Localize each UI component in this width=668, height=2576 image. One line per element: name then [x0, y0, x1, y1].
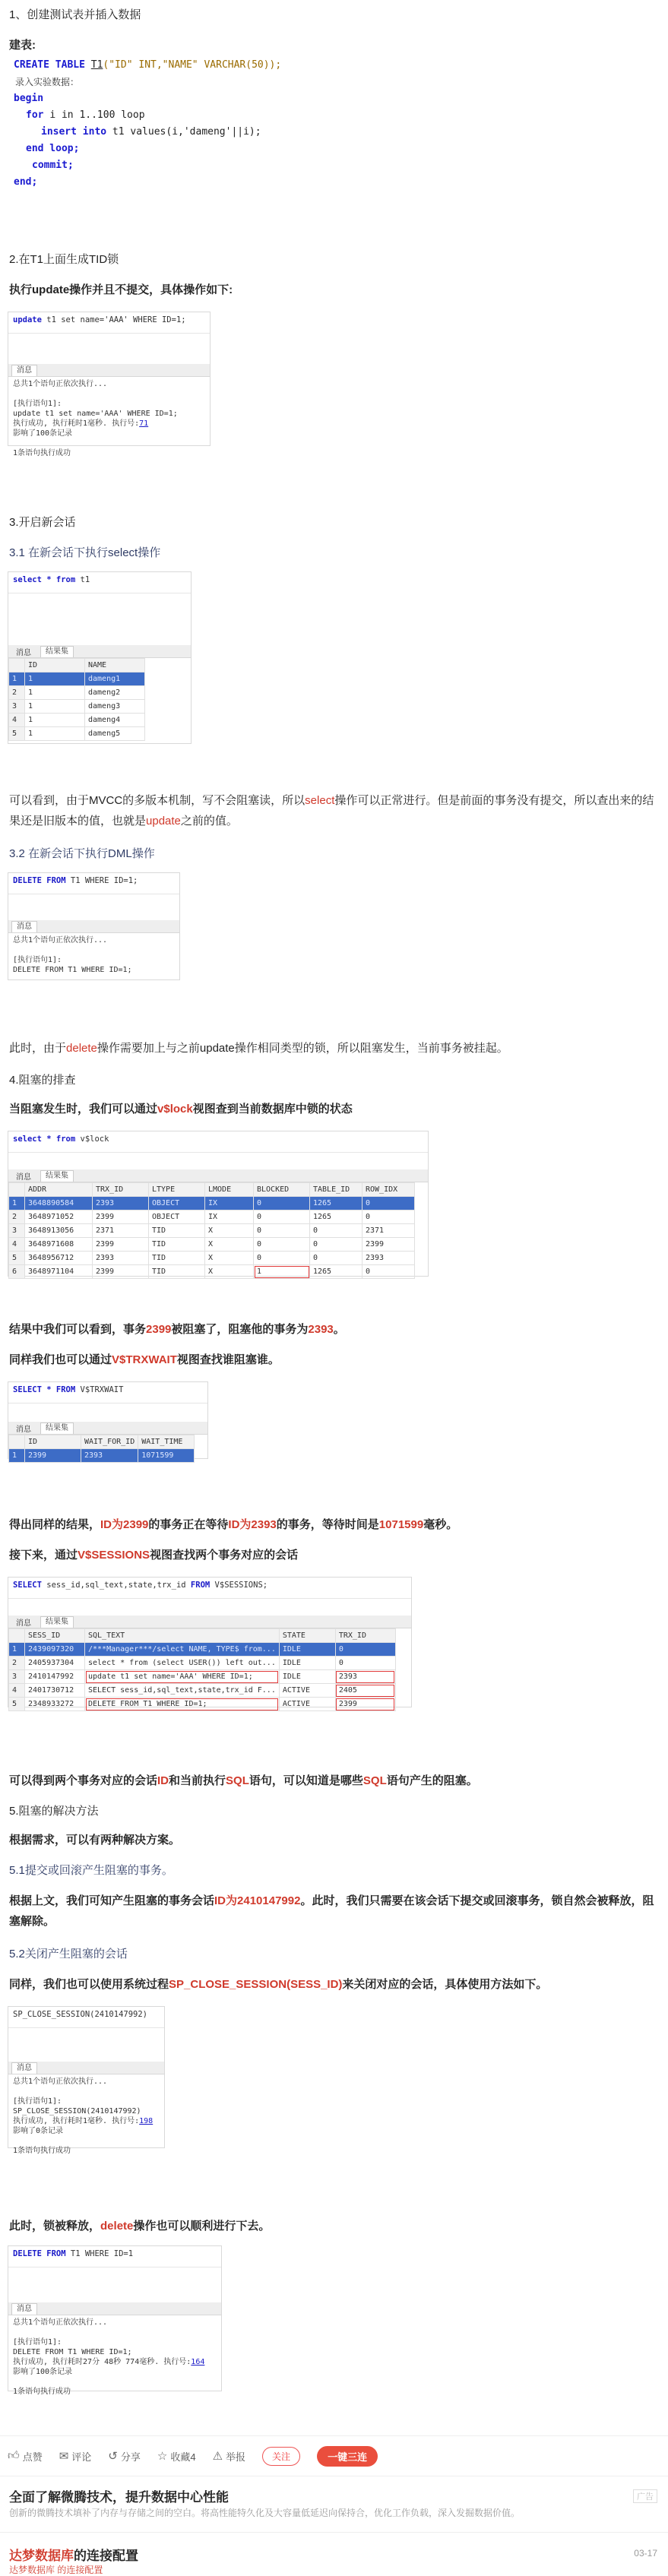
- code-commit: commit;: [32, 160, 74, 171]
- editor-text[interactable]: T1 WHERE ID=1;: [70, 876, 138, 885]
- msg-line: 影响了100条记录: [13, 2368, 73, 2376]
- heading-create-table: 1、创建测试表并插入数据: [9, 8, 141, 21]
- paragraph-session-ids: 可以得到两个事务对应的会话ID和当前执行SQL语句，可以知道是哪些SQL语句产生的阻塞。: [9, 1774, 478, 1787]
- screenshot-update: [8, 312, 211, 457]
- column-header[interactable]: WAIT_FOR_ID: [81, 1435, 138, 1449]
- paragraph-wait-result: 得出同样的结果，ID为2399的事务正在等待ID为2393的事务，等待时间是1071599毫秒。: [9, 1518, 458, 1531]
- msg-line: [执行语句1]:: [13, 2338, 62, 2347]
- like-button[interactable]: 👍︎ 点赞: [8, 2449, 43, 2463]
- editor-keyword: DELETE FROM: [13, 876, 66, 885]
- screenshot-delete: [8, 872, 180, 980]
- editor-keyword: select * from: [13, 1135, 76, 1144]
- screenshot-sessions: [8, 1577, 412, 1707]
- code-begin: begin: [14, 93, 44, 104]
- msg-line: 总共1个语句正依次执行...: [13, 2078, 108, 2086]
- related-article-title[interactable]: 达梦数据库的连接配置: [9, 2549, 138, 2563]
- msg-line: 执行成功, 执行耗时1毫秒. 执行号:: [13, 419, 140, 428]
- table-row[interactable]: 3 2410147992 update t1 set name='AAA' WHERE ID=1; IDLE 2393: [9, 1670, 396, 1684]
- table-row[interactable]: 1 2439097320 /***Manager***/select NAME, TYPE$ from... IDLE 0: [9, 1643, 396, 1657]
- msg-line: 1条语句执行成功: [13, 2388, 71, 2396]
- msg-line: 总共1个语句正依次执行...: [13, 2318, 108, 2327]
- column-header[interactable]: WAIT_TIME: [138, 1435, 195, 1449]
- editor-text[interactable]: v$lock: [80, 1135, 109, 1144]
- blocked-cell-highlight: 1: [254, 1265, 310, 1279]
- lock-results-table: [8, 1182, 415, 1279]
- msg-line: update t1 set name='AAA' WHERE ID=1;: [13, 410, 178, 418]
- msg-line: 执行成功, 执行耗时1毫秒. 执行号:: [13, 2117, 140, 2125]
- tab-messages[interactable]: 消息: [11, 365, 37, 376]
- editor-text[interactable]: V$TRXWAIT: [80, 1385, 124, 1394]
- paragraph-mvcc: 可以看到，由于MVCC的多版本机制，写不会阻塞读，所以select操作可以正常进行。但是前面的事务没有提交，所以查出来的结果还是旧版本的值，也就是update之前的值。: [9, 794, 654, 828]
- column-header[interactable]: SQL_TEXT: [85, 1629, 280, 1643]
- table-row[interactable]: 2 2405937304 select * from (select USER()) left out... IDLE 0: [9, 1657, 396, 1670]
- paragraph-two-solutions: 根据需求，可以有两种解决方案。: [9, 1834, 181, 1847]
- tab-messages[interactable]: 消息: [16, 1172, 31, 1182]
- comment-button[interactable]: ✉ 评论: [59, 2450, 92, 2463]
- code-comment: 录入实验数据：: [15, 77, 80, 87]
- screenshot-close-session: [8, 2006, 165, 2155]
- table-row[interactable]: 1 3648890584 2393 OBJECT IX 0 1265 0: [9, 1197, 415, 1210]
- table-row[interactable]: 1 2399 2393 1071599: [9, 1449, 195, 1463]
- row-number-header: [9, 1435, 25, 1449]
- trxwait-results-table: [8, 1435, 195, 1463]
- blocking-trx-highlight: 2393: [335, 1670, 395, 1684]
- editor-text[interactable]: t1: [80, 575, 90, 584]
- promo-title[interactable]: 全面了解微腾技术，提升数据中心性能: [9, 2490, 229, 2505]
- table-row[interactable]: 4 2401730712 SELECT sess_id,sql_text,state,trx_id F... ACTIVE 2405: [9, 1684, 396, 1698]
- paragraph-update: 执行update操作并且不提交，具体操作如下:: [9, 283, 233, 296]
- row-number-header: [9, 1183, 25, 1197]
- comment-icon: ✉: [59, 2450, 69, 2463]
- msg-line: 总共1个语句正依次执行...: [13, 936, 108, 945]
- paragraph-trxwait: 同样我们也可以通过V$TRXWAIT视图查找谁阻塞谁。: [9, 1353, 280, 1366]
- screenshot-delete-success: [8, 2245, 222, 2396]
- editor-text[interactable]: SP_CLOSE_SESSION(2410147992): [13, 2010, 148, 2019]
- share-icon: ↺: [108, 2450, 118, 2463]
- msg-line: 影响了0条记录: [13, 2127, 64, 2135]
- table-row[interactable]: 5 2348933272 DELETE FROM T1 WHERE ID=1; ACTIVE 2399: [9, 1698, 396, 1711]
- paragraph-blocked: 此时，由于delete操作需要加上与之前update操作相同类型的锁，所以阻塞发生，当前事务被挂起。: [9, 1042, 508, 1055]
- msg-line: [执行语句1]:: [13, 400, 62, 408]
- paragraph-blocked-trx: 结果中我们可以看到，事务2399被阻塞了，阻塞他的事务为2393。: [9, 1323, 345, 1336]
- footer-divider: [0, 2435, 668, 2436]
- msg-line: SP_CLOSE_SESSION(2410147992): [13, 2107, 141, 2116]
- msg-line: 1条语句执行成功: [13, 449, 71, 457]
- related-article-date: 03-17: [634, 2548, 657, 2559]
- column-header[interactable]: ID: [25, 1435, 81, 1449]
- table-row[interactable]: 3 3648913056 2371 TID X 0 0 2371: [9, 1224, 415, 1238]
- msg-line: 总共1个语句正依次执行...: [13, 380, 108, 388]
- tab-messages[interactable]: 消息: [11, 921, 37, 932]
- tab-messages[interactable]: 消息: [16, 1619, 31, 1628]
- table-row[interactable]: 4 3648971608 2399 TID X 0 0 2399: [9, 1238, 415, 1252]
- related-divider: [0, 2532, 668, 2533]
- editor-text[interactable]: sess_id,sql_text,state,trx_id: [46, 1581, 186, 1590]
- tab-results[interactable]: 结果集: [40, 1616, 74, 1628]
- code-table-name: T1: [90, 59, 103, 71]
- table-row[interactable]: 4 1 dameng4: [9, 714, 145, 727]
- editor-keyword: DELETE FROM: [13, 2249, 66, 2258]
- column-header[interactable]: SESS_ID: [25, 1629, 85, 1643]
- heading-commit-rollback: 5.1提交或回滚产生阻塞的事务。: [9, 1864, 173, 1877]
- screenshot-vlock: [8, 1131, 429, 1277]
- msg-line: DELETE FROM T1 WHERE ID=1;: [13, 966, 132, 974]
- promo-description: 创新的微腾技术填补了内存与存储之间的空白。将高性能特久化及大容量低延迟向保持合，优化工作负载，深入发掘数据价值。: [9, 2508, 521, 2518]
- column-header[interactable]: TRX_ID: [335, 1629, 395, 1643]
- code-keyword: CREATE TABLE: [14, 59, 85, 71]
- paragraph-vlock: 当阻塞发生时，我们可以通过v$lock视图查到当前数据库中锁的状态: [9, 1103, 353, 1116]
- exec-number-link[interactable]: 198: [139, 2117, 154, 2125]
- code-values: t1 values(i,'dameng'||i);: [112, 126, 261, 138]
- heading-new-session: 3.开启新会话: [9, 516, 76, 529]
- msg-line: [执行语句1]:: [13, 2097, 62, 2106]
- code-block-create: [14, 57, 333, 209]
- code-end-loop: end loop;: [26, 143, 80, 154]
- screenshot-select: [8, 571, 192, 744]
- editor-keyword: select * from: [13, 575, 76, 584]
- tab-results[interactable]: 结果集: [40, 646, 74, 657]
- code-columns: ("ID" INT,"NAME" VARCHAR(50));: [103, 59, 282, 71]
- table-row[interactable]: 1 1 dameng1: [9, 672, 145, 686]
- heading-select: 3.1 在新会话下执行select操作: [9, 546, 161, 559]
- msg-line: 执行成功, 执行耗时27分 48秒 774毫秒. 执行号:: [13, 2358, 192, 2366]
- tab-results[interactable]: 结果集: [40, 1422, 74, 1434]
- msg-line: [执行语句1]:: [13, 956, 62, 964]
- paragraph-sp-close: 同样，我们也可以使用系统过程SP_CLOSE_SESSION(SESS_ID)来关闭对应的会话，具体使用方法如下。: [9, 1978, 548, 1991]
- results-table: [8, 658, 145, 741]
- blocked-sql-highlight: DELETE FROM T1 WHERE ID=1;: [85, 1698, 280, 1711]
- column-header[interactable]: STATE: [279, 1629, 335, 1643]
- blocking-sql-highlight: update t1 set name='AAA' WHERE ID=1;: [85, 1670, 280, 1684]
- editor-keyword: SELECT: [13, 1581, 42, 1590]
- table-row[interactable]: 3 1 dameng3: [9, 700, 145, 714]
- favorite-button[interactable]: ☆ 收藏4: [157, 2450, 196, 2463]
- paragraph-release-lock: 根据上文，我们可知产生阻塞的事务会话ID为2410147992。此时，我们只需要在该会话下提交或回滚事务，锁自然会被释放，阻塞解除。: [9, 1894, 654, 1928]
- triple-action-button[interactable]: 一键三连: [317, 2446, 378, 2467]
- editor-keyword: update: [13, 315, 42, 324]
- table-row[interactable]: 5 3648956712 2393 TID X 0 0 2393: [9, 1252, 415, 1265]
- heading-close-session: 5.2关闭产生阻塞的会话: [9, 1948, 128, 1960]
- row-number-header: [9, 1629, 25, 1643]
- article-actions-bar: [8, 2445, 661, 2467]
- create-label: 建表:: [9, 39, 36, 52]
- column-header[interactable]: ROW_IDX: [362, 1183, 415, 1197]
- tab-messages[interactable]: 消息: [11, 2062, 37, 2074]
- msg-line: 1条语句执行成功: [13, 2147, 71, 2155]
- thumbs-up-icon: 👍︎: [8, 2449, 20, 2462]
- tab-messages[interactable]: 消息: [11, 2303, 37, 2315]
- screenshot-trxwait: [8, 1381, 208, 1459]
- code-loop: i in 1..100 loop: [49, 109, 145, 121]
- exec-number-link[interactable]: 71: [139, 419, 149, 428]
- exec-number-link[interactable]: 164: [191, 2358, 205, 2366]
- code-end: end;: [14, 176, 38, 188]
- heading-troubleshoot: 4.阻塞的排查: [9, 1074, 76, 1087]
- column-header[interactable]: ADDR: [25, 1183, 93, 1197]
- msg-line: 影响了100条记录: [13, 429, 73, 438]
- heading-dml: 3.2 在新会话下执行DML操作: [9, 847, 155, 860]
- msg-line: DELETE FROM T1 WHERE ID=1;: [13, 2348, 132, 2356]
- table-row[interactable]: 5 1 dameng5: [9, 727, 145, 741]
- ad-badge: 广告: [633, 2489, 657, 2503]
- editor-keyword: SELECT * FROM: [13, 1385, 76, 1394]
- report-button[interactable]: ⚠ 举报: [212, 2450, 246, 2463]
- editor-text[interactable]: V$SESSIONS;: [214, 1581, 268, 1590]
- follow-button[interactable]: 关注: [262, 2447, 300, 2466]
- table-row[interactable]: 2 1 dameng2: [9, 686, 145, 700]
- blocked-trx-highlight: 2399: [335, 1698, 395, 1711]
- column-header[interactable]: TRX_ID: [93, 1183, 149, 1197]
- column-header[interactable]: NAME: [85, 659, 145, 672]
- heading-tid-lock: 2.在T1上面生成TID锁: [9, 253, 119, 266]
- column-header[interactable]: ID: [25, 659, 85, 672]
- paragraph-lock-released: 此时，锁被释放，delete操作也可以顺利进行下去。: [9, 2220, 271, 2233]
- code-for: for: [26, 109, 44, 121]
- table-row[interactable]: 6 3648971104 2399 TID X 1 1265 0: [9, 1265, 415, 1279]
- tab-messages[interactable]: 消息: [16, 648, 31, 657]
- column-header[interactable]: LTYPE: [149, 1183, 205, 1197]
- trx-highlight: 2405: [335, 1684, 395, 1698]
- column-header[interactable]: TABLE_ID: [310, 1183, 362, 1197]
- share-button[interactable]: ↺ 分享: [108, 2450, 141, 2463]
- row-number-header: [9, 659, 25, 672]
- editor-text[interactable]: t1 set name='AAA' WHERE ID=1;: [46, 315, 186, 324]
- paragraph-sessions: 接下来，通过V$SESSIONS视图查找两个事务对应的会话: [9, 1549, 299, 1562]
- tab-messages[interactable]: 消息: [16, 1425, 31, 1434]
- column-header[interactable]: LMODE: [205, 1183, 254, 1197]
- related-article-snippet: 达梦数据库 的连接配置: [9, 2565, 103, 2575]
- table-row[interactable]: 2 3648971052 2399 OBJECT IX 0 1265 0: [9, 1210, 415, 1224]
- report-icon: ⚠: [212, 2450, 223, 2463]
- heading-resolution: 5.阻塞的解决方法: [9, 1805, 99, 1818]
- tab-results[interactable]: 结果集: [40, 1170, 74, 1182]
- column-header[interactable]: BLOCKED: [254, 1183, 310, 1197]
- star-icon: ☆: [157, 2450, 168, 2463]
- editor-keyword: FROM: [190, 1581, 211, 1590]
- sessions-results-table: [8, 1628, 396, 1711]
- code-insert: insert into: [41, 126, 107, 138]
- editor-text[interactable]: T1 WHERE ID=1: [70, 2249, 134, 2258]
